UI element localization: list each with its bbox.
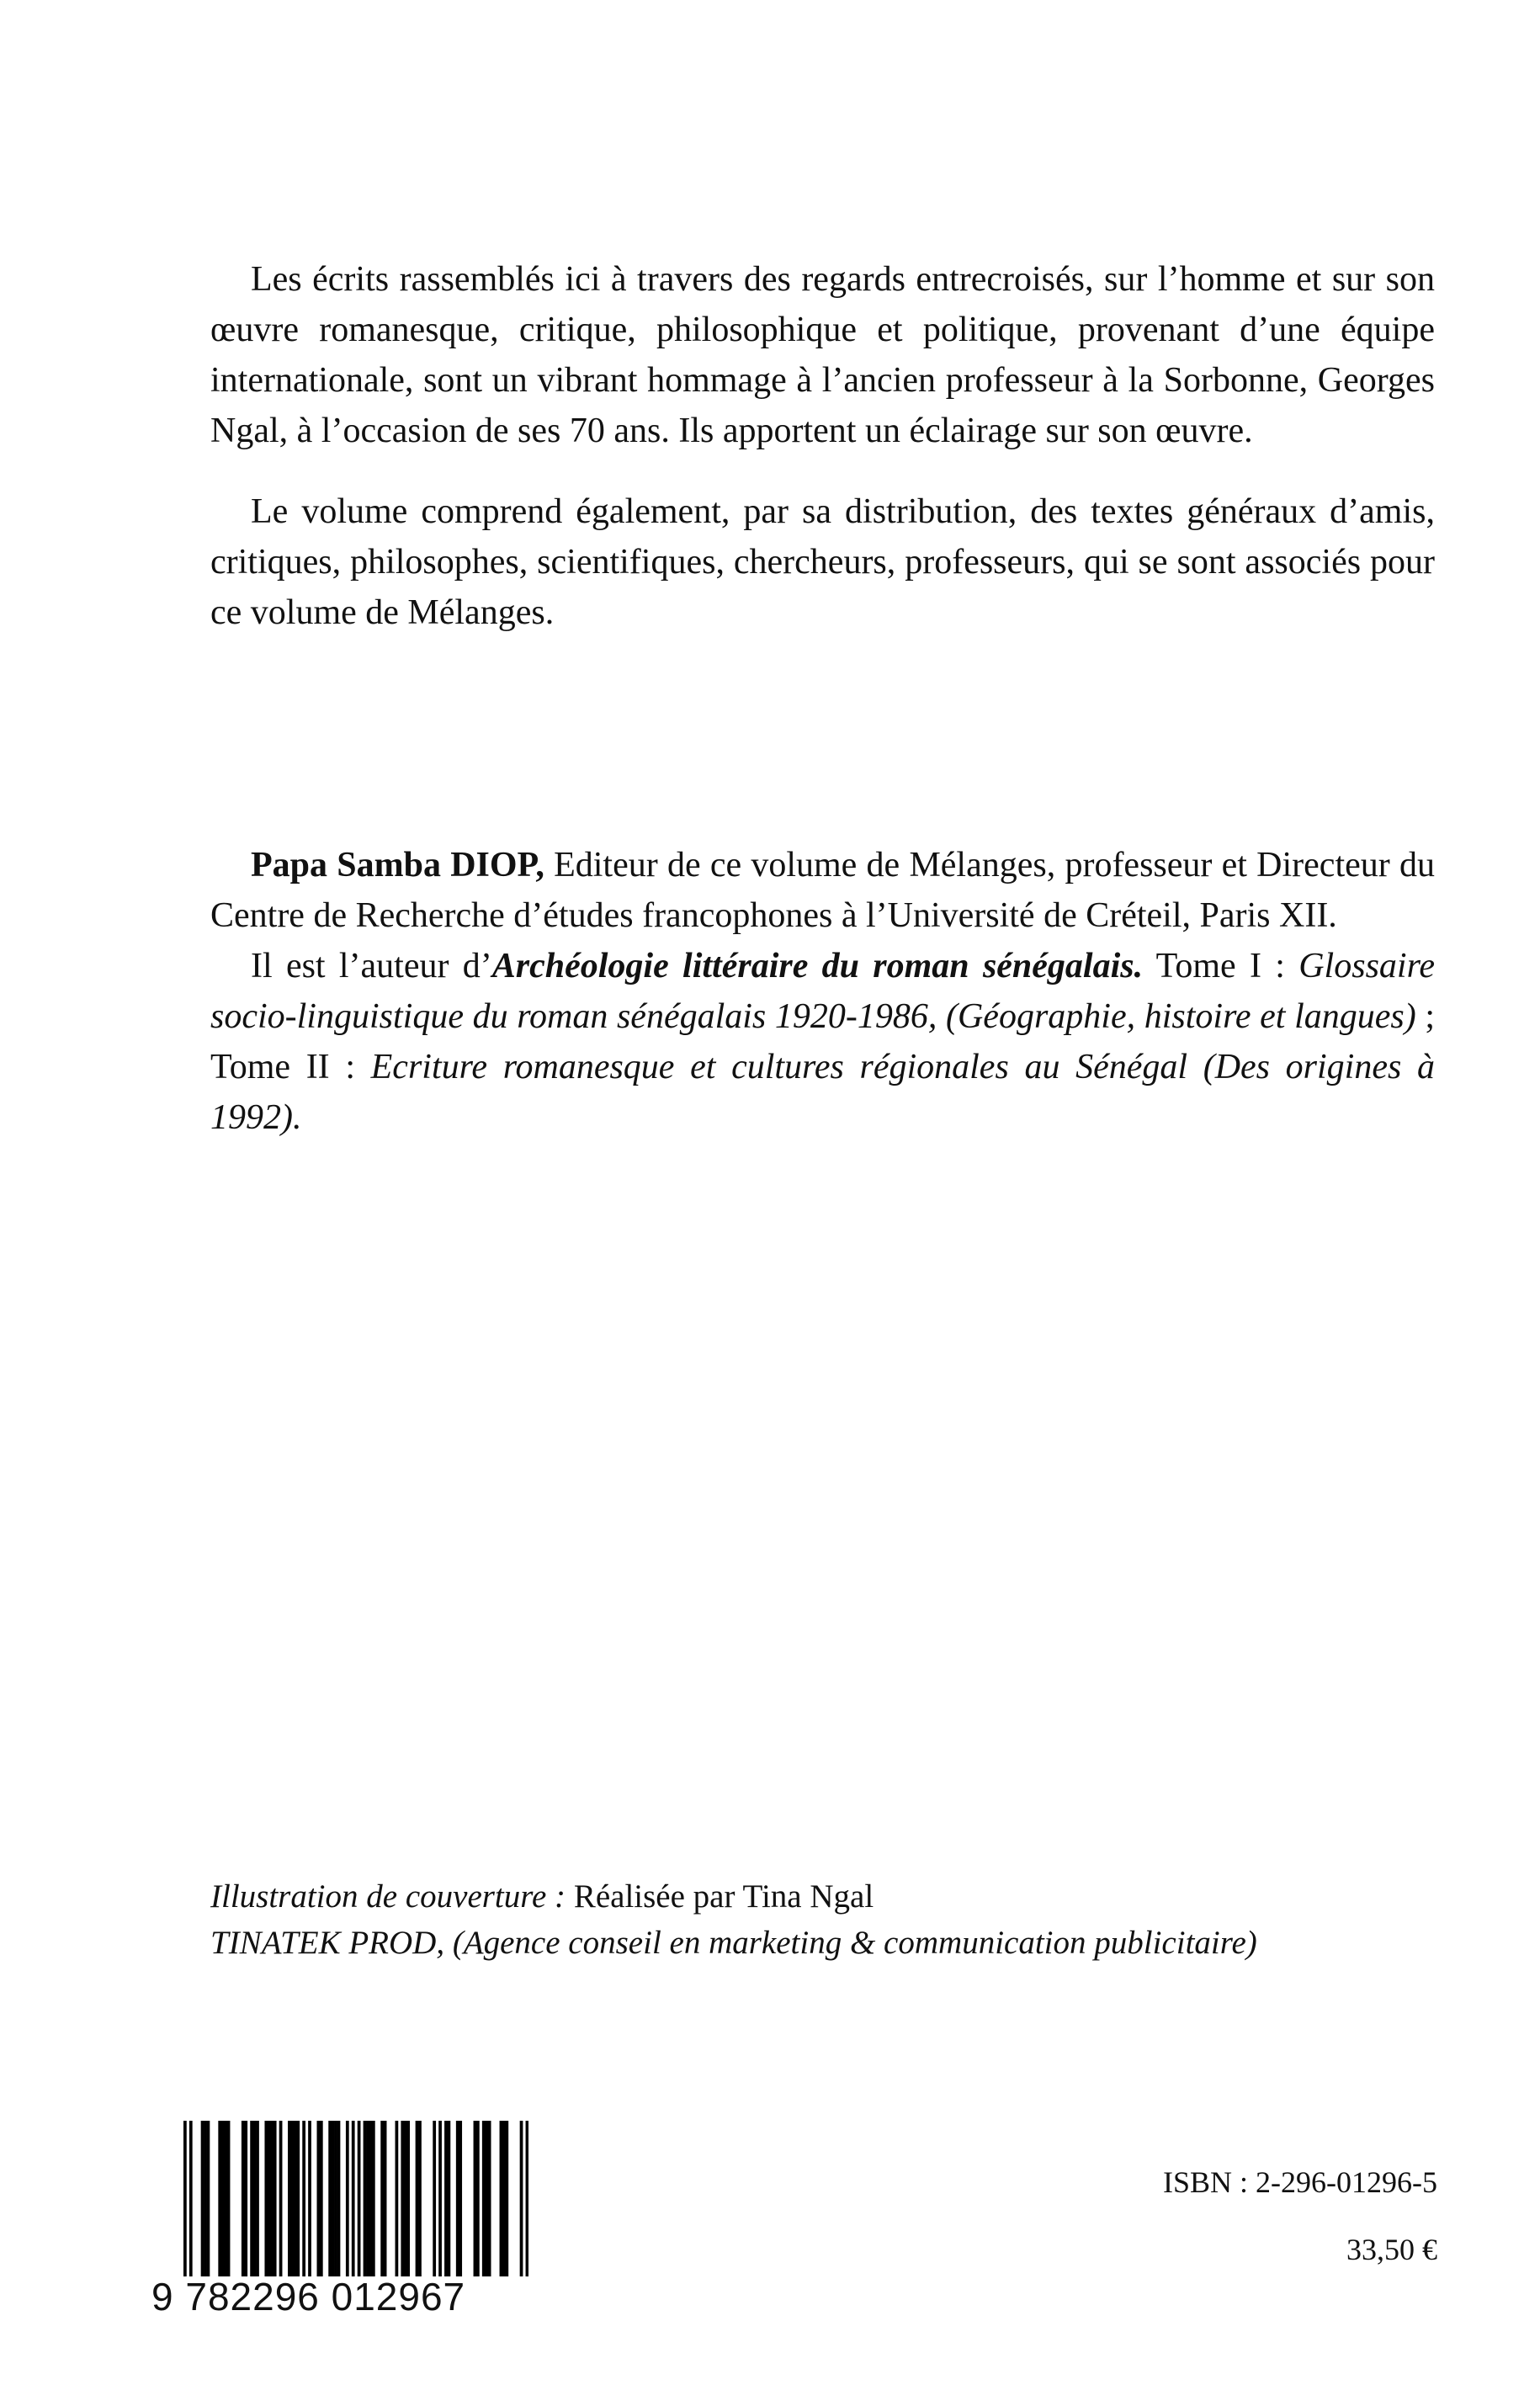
barcode-bar xyxy=(476,2121,480,2276)
barcode-bar xyxy=(294,2121,297,2276)
barcode-bar xyxy=(320,2121,323,2276)
barcode-bar xyxy=(352,2121,355,2276)
barcode-bar xyxy=(204,2121,207,2276)
barcode-bar xyxy=(438,2121,442,2276)
tome2-title: Ecriture romanesque et cultures régionales au Sénégal (Des origines à 1992). xyxy=(210,1048,1435,1137)
barcode-bar xyxy=(448,2121,451,2276)
barcode-bar xyxy=(505,2121,508,2276)
cover-credits xyxy=(210,1873,1473,1966)
barcode-bar xyxy=(221,2121,225,2276)
barcode-bar xyxy=(242,2121,245,2276)
barcode-bar xyxy=(337,2121,341,2276)
barcode-bar xyxy=(244,2121,247,2276)
barcode-bar xyxy=(520,2121,523,2276)
barcode-bar xyxy=(380,2121,384,2276)
barcode-bar xyxy=(459,2121,462,2276)
barcode-bar xyxy=(482,2121,486,2276)
blurb-paragraph-1: Les écrits rassemblés ici à travers des regards entrecroisés, sur l’homme et sur son œuvre romanesque, critique, philosophique et politique, provenant d’une équipe internationale, sont un vibrant hommage à l’ancien professeur à la Sorbonne, Georges Ngal, à l’occasion de ses 70 ans. Ils apportent un éclairage sur son œuvre. xyxy=(210,260,1435,450)
barcode-bar xyxy=(364,2121,367,2276)
price: 33,50 € xyxy=(1346,2233,1437,2266)
barcode-bar xyxy=(268,2121,271,2276)
barcode-bar xyxy=(316,2121,320,2276)
barcode-bar xyxy=(358,2121,361,2276)
barcode xyxy=(151,2121,547,2319)
author-name: Papa Samba DIOP, xyxy=(251,846,544,884)
barcode-bar xyxy=(270,2121,273,2276)
barcode-bar xyxy=(288,2121,291,2276)
barcode-bar xyxy=(369,2121,373,2276)
barcode-bar xyxy=(396,2121,399,2276)
illustration-label: Illustration de couverture : xyxy=(210,1878,566,1915)
author-works xyxy=(210,941,1435,1143)
barcode-bar xyxy=(332,2121,335,2276)
barcode-bar xyxy=(456,2121,459,2276)
works-intro: Il est l’auteur d’ xyxy=(251,947,492,985)
barcode-bar xyxy=(372,2121,375,2276)
barcode-bar xyxy=(406,2121,410,2276)
illustration-credit xyxy=(210,1873,1473,1920)
barcode-bar xyxy=(253,2121,257,2276)
barcode-bar xyxy=(279,2121,283,2276)
isbn: ISBN : 2-296-01296-5 xyxy=(1163,2165,1437,2199)
barcode-bar xyxy=(264,2121,268,2276)
author-bio xyxy=(210,840,1435,941)
agency-credit: TINATEK PROD, (Agence conseil en marketing & communication publicitaire) xyxy=(210,1925,1257,1961)
barcode-bars xyxy=(183,2121,528,2276)
barcode-bar xyxy=(485,2121,488,2276)
barcode-bar xyxy=(250,2121,253,2276)
barcode-bar xyxy=(401,2121,404,2276)
barcode-bar xyxy=(384,2121,387,2276)
barcode-bar xyxy=(416,2121,419,2276)
barcode-bar xyxy=(302,2121,305,2276)
author-bio-text: Editeur de ce volume de Mélanges, professeur et Directeur du Centre de Recherche d’études francophones à l’Université de Créteil, Paris XII. xyxy=(210,846,1435,935)
barcode-bar xyxy=(224,2121,227,2276)
barcode-bar xyxy=(346,2121,349,2276)
barcode-bar xyxy=(183,2121,187,2276)
barcode-bar xyxy=(433,2121,436,2276)
barcode-bar xyxy=(328,2121,332,2276)
main-work-title: Archéologie littéraire du roman sénégalais. xyxy=(491,947,1144,985)
barcode-bar xyxy=(502,2121,506,2276)
barcode-bar xyxy=(308,2121,311,2276)
barcode-bar xyxy=(334,2121,337,2276)
barcode-bar xyxy=(418,2121,422,2276)
tome1-label: Tome I : xyxy=(1143,947,1299,985)
barcode-bar xyxy=(296,2121,300,2276)
blurb-section xyxy=(210,254,1435,638)
barcode-bar xyxy=(500,2121,503,2276)
barcode-bar xyxy=(227,2121,231,2276)
barcode-bar xyxy=(207,2121,210,2276)
blurb-paragraph-2: Le volume comprend également, par sa distribution, des textes généraux d’amis, critiques, philosophes, scientifiques, chercheurs, professeurs, qui se sont associés pour ce volume de Mélanges. xyxy=(210,492,1435,632)
barcode-bar xyxy=(444,2121,448,2276)
illustration-value: Réalisée par Tina Ngal xyxy=(566,1878,874,1915)
barcode-bar xyxy=(201,2121,204,2276)
barcode-bar xyxy=(404,2121,407,2276)
author-section xyxy=(210,840,1435,1143)
barcode-bar xyxy=(189,2121,193,2276)
barcode-bar xyxy=(488,2121,491,2276)
barcode-bar xyxy=(474,2121,477,2276)
barcode-bar xyxy=(273,2121,277,2276)
barcode-bar xyxy=(366,2121,369,2276)
barcode-bar xyxy=(526,2121,528,2276)
barcode-digits: 9 782296 012967 xyxy=(151,2275,466,2319)
barcode-bar xyxy=(256,2121,259,2276)
barcode-bar xyxy=(290,2121,294,2276)
barcode-bar xyxy=(218,2121,221,2276)
tome2-label: ; Tome II : xyxy=(210,997,1436,1086)
tome1-title: Glossaire socio-linguistique du roman sénégalais 1920-1986, (Géographie, histoire et langues) xyxy=(210,947,1436,1036)
